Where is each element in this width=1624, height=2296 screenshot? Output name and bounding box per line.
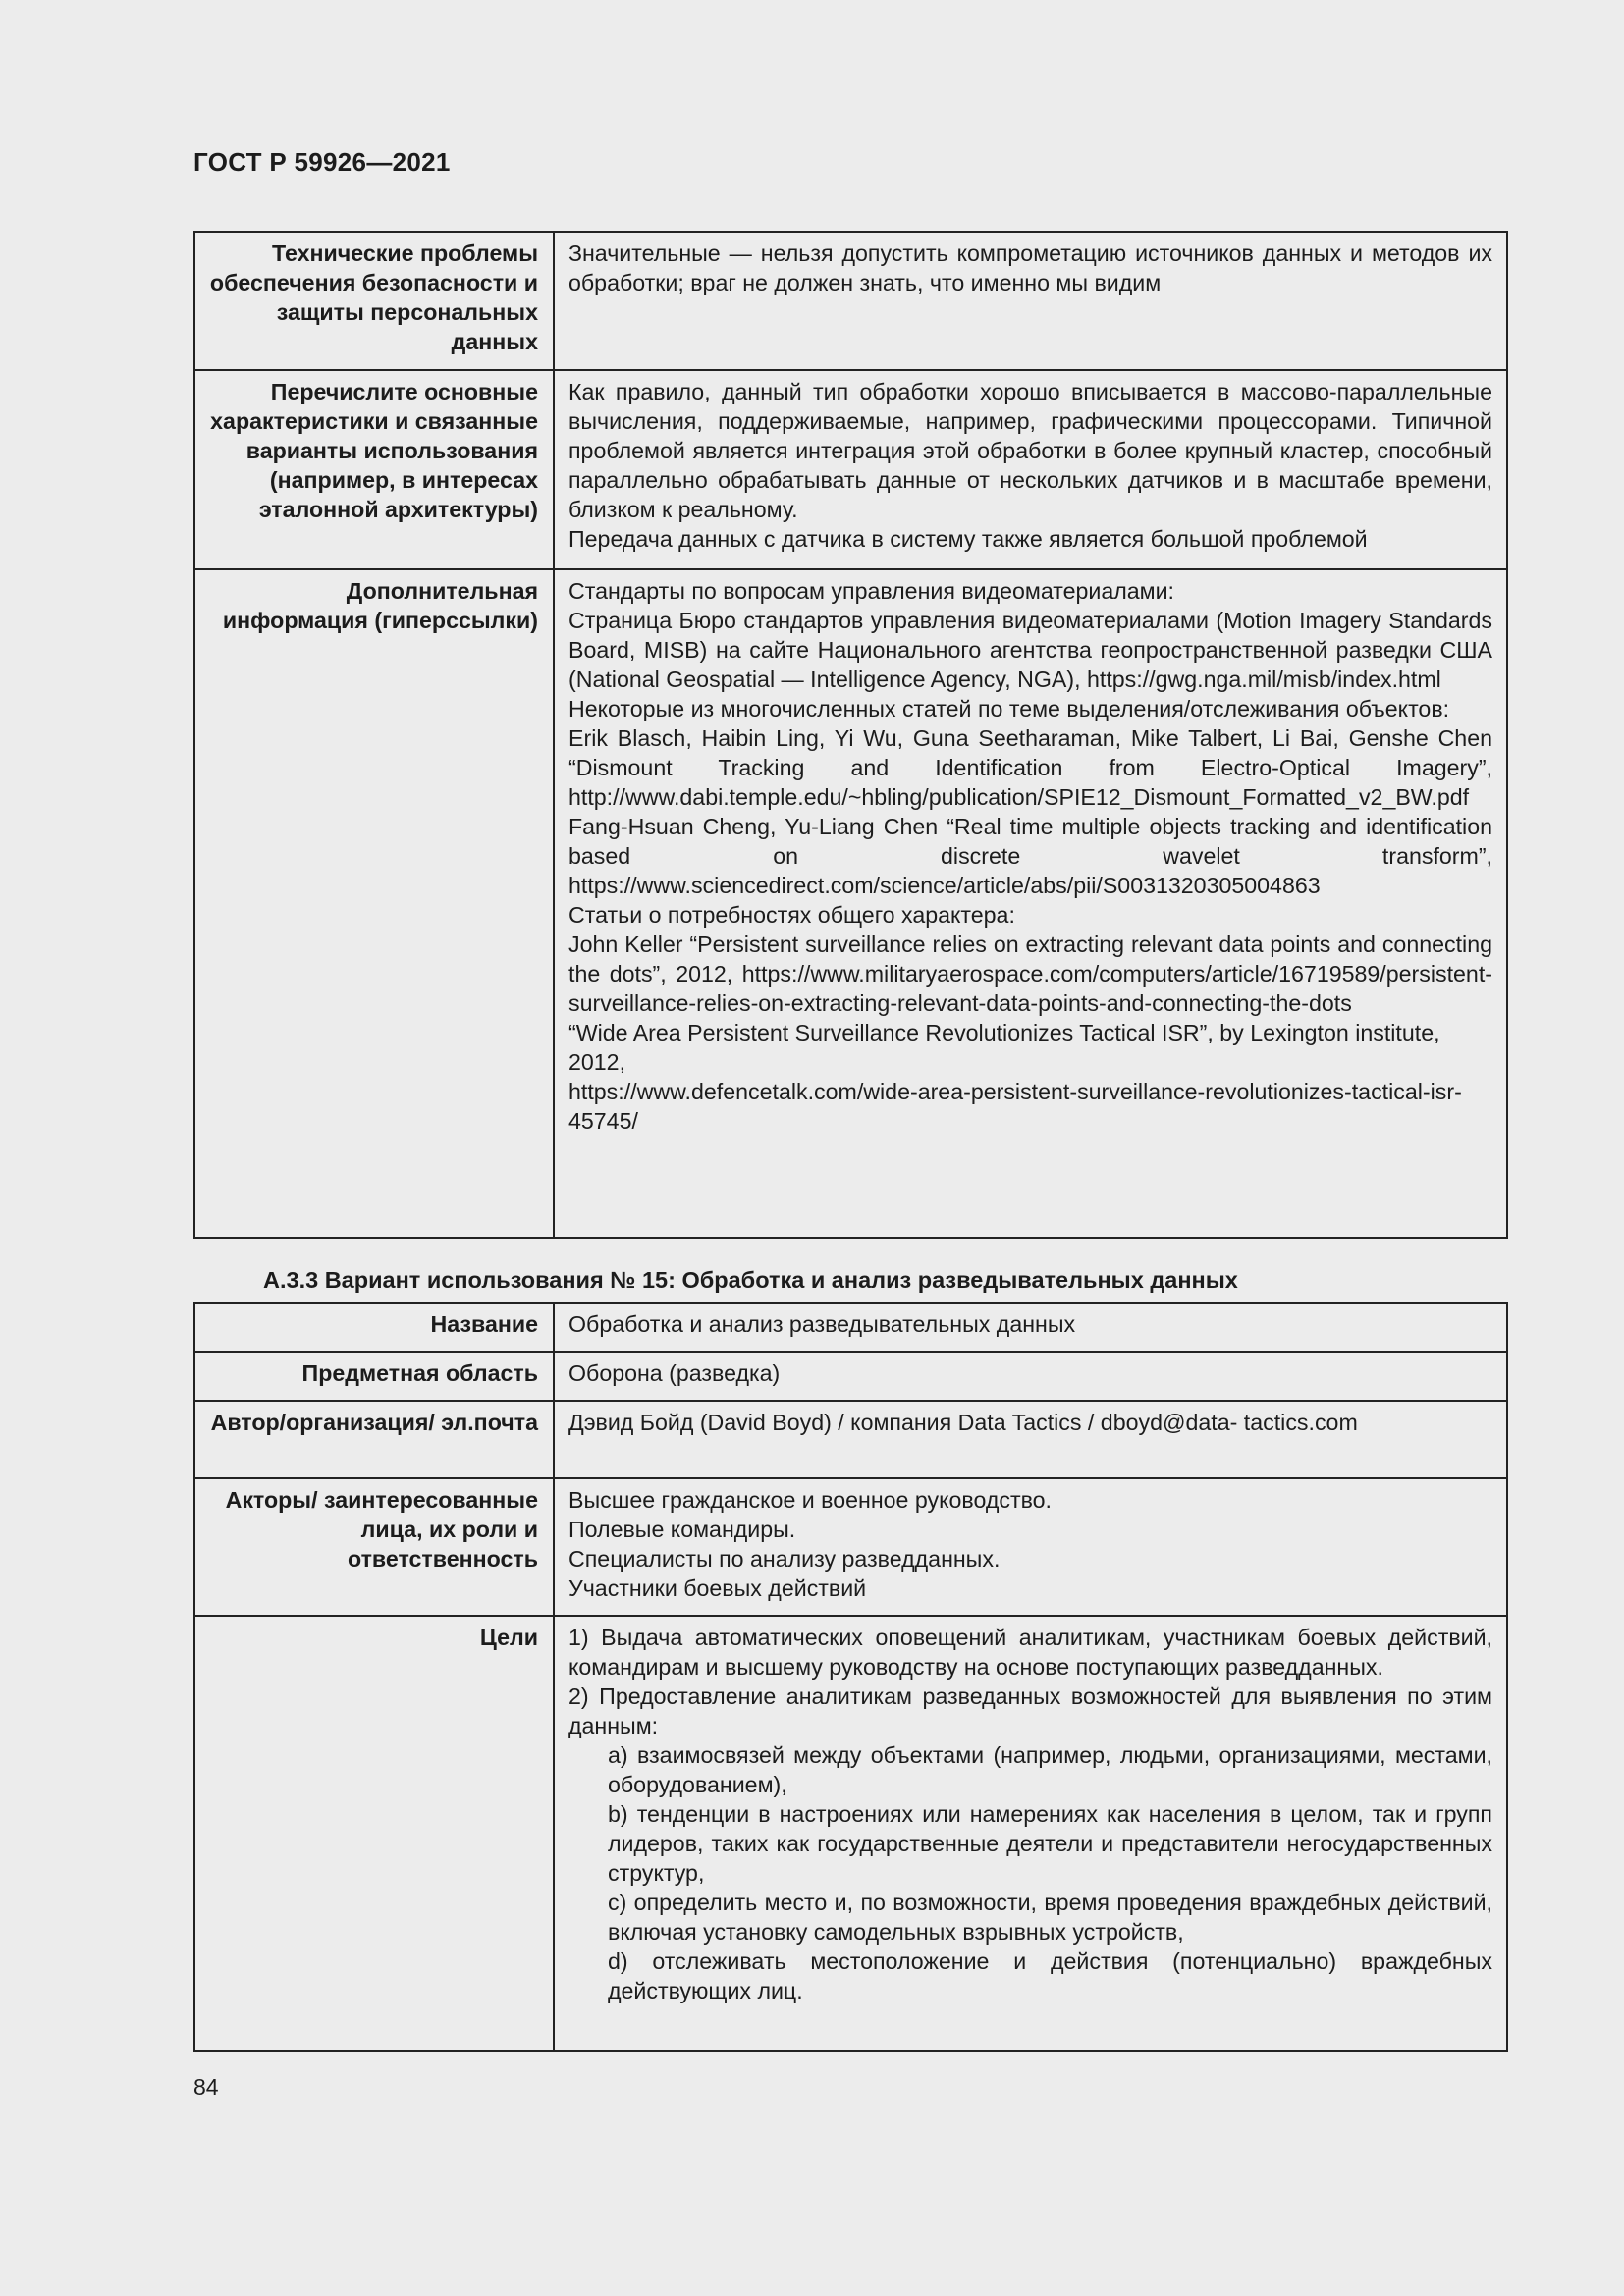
value-line: Некоторые из многочисленных статей по теме выделения/отслеживания объектов:	[568, 696, 1450, 721]
row-label: Перечислите основные характеристики и связанные варианты использования (например, в интересах эталонной архитектуры)	[194, 370, 554, 569]
value-line: Высшее гражданское и военное руководство.	[568, 1487, 1052, 1513]
row-label: Дополнительная информация (гиперссылки)	[194, 569, 554, 1238]
value-line: Как правило, данный тип обработки хорошо вписывается в массово-параллельные вычисления, поддерживаемые, например, графическими процессорами. Типичной проблемой является интеграция этой обработки в более крупный кластер, способный параллельно обрабатывать данные от нескольких датчиков и в масштабе времени, близком к реальному.	[568, 379, 1492, 522]
row-value	[554, 1352, 1507, 1401]
list-item: a) взаимосвязей между объектами (например, людьми, организациями, местами, оборудованием),	[608, 1742, 1492, 1797]
value-line: Значительные — нельзя допустить компрометацию источников данных и методов их обработки; враг не должен знать, что именно мы видим	[568, 240, 1492, 295]
row-label: Технические проблемы обеспечения безопасности и защиты персональных данных	[194, 232, 554, 370]
row-value	[554, 1401, 1507, 1478]
list-item: d) отслеживать местоположение и действия (потенциально) враждебных действующих лиц.	[608, 1949, 1492, 2003]
row-label: Акторы/ заинтересованные лица, их роли и ответственность	[194, 1478, 554, 1616]
row-value	[554, 232, 1507, 370]
row-label: Автор/организация/ эл.почта	[194, 1401, 554, 1478]
use-case-table-continued	[193, 231, 1508, 1239]
table-row	[194, 1478, 1507, 1616]
section-heading: А.3.3 Вариант использования № 15: Обработка и анализ разведывательных данных	[263, 1267, 1238, 1293]
table-row	[194, 1352, 1507, 1401]
document-header: ГОСТ Р 59926—2021	[193, 147, 451, 177]
value-line: Стандарты по вопросам управления видеоматериалами:	[568, 578, 1175, 604]
value-line: Оборона (разведка)	[568, 1361, 781, 1386]
table-row	[194, 569, 1507, 1238]
row-label: Предметная область	[194, 1352, 554, 1401]
value-line: Статьи о потребностях общего характера:	[568, 902, 1015, 928]
value-line: 1) Выдача автоматических оповещений аналитикам, участникам боевых действий, командирам и высшему руководству на основе поступающих разведданных.	[568, 1625, 1492, 1680]
value-line: Передача данных с датчика в систему также является большой проблемой	[568, 526, 1368, 552]
row-value	[554, 1303, 1507, 1352]
reference-link[interactable]: John Keller “Persistent surveillance relies on extracting relevant data points and connecting the dots”, 2012, https://www.militaryaerospace.com/computers/article/16719589/persistent-surveillance-relies-on-extracting-relevant-data-points-and-connecting-the-dots	[568, 932, 1492, 1016]
reference-link[interactable]: Erik Blasch, Haibin Ling, Yi Wu, Guna Seetharaman, Mike Talbert, Li Bai, Genshe Chen “Dismount Tracking and Identification from Electro-Optical Imagery”, http://www.dabi.temple.edu/~hbling/publication/SPIE12_Dismount_Formatted_v2_BW.pdf	[568, 725, 1492, 810]
row-label: Цели	[194, 1616, 554, 2051]
reference-link[interactable]: Страница Бюро стандартов управления видеоматериалами (Motion Imagery Standards Board, MISB) на сайте Национального агентства геопространственной разведки США (National Geospatial — Intelligence Agency, NGA), https://gwg.nga.mil/misb/index.html	[568, 608, 1492, 692]
table-row	[194, 1401, 1507, 1478]
table-row	[194, 370, 1507, 569]
page-number: 84	[193, 2074, 219, 2100]
value-line: 2) Предоставление аналитикам разведанных возможностей для выявления по этим данным:	[568, 1683, 1492, 1738]
table-row	[194, 232, 1507, 370]
list-item: b) тенденции в настроениях или намерениях как населения в целом, так и групп лидеров, таких как государственные деятели и представители негосударственных структур,	[608, 1801, 1492, 1886]
value-line: “Wide Area Persistent Surveillance Revolutionizes Tactical ISR”, by Lexington institute, 2012,	[568, 1020, 1440, 1075]
row-value	[554, 1616, 1507, 2051]
row-value	[554, 569, 1507, 1238]
row-label: Название	[194, 1303, 554, 1352]
reference-link[interactable]: Fang-Hsuan Cheng, Yu-Liang Chen “Real time multiple objects tracking and identification based on discrete wavelet transform”, https://www.sciencedirect.com/science/article/abs/pii/S0031320305004863	[568, 814, 1492, 898]
value-line: Полевые командиры.	[568, 1517, 796, 1542]
row-value	[554, 370, 1507, 569]
list-item: c) определить место и, по возможности, время проведения враждебных действий, включая установку самодельных взрывных устройств,	[608, 1890, 1492, 1945]
table-row	[194, 1616, 1507, 2051]
value-line: Участники боевых действий	[568, 1575, 867, 1601]
value-line: Специалисты по анализу разведданных.	[568, 1546, 1001, 1572]
row-value	[554, 1478, 1507, 1616]
value-line: Дэвид Бойд (David Boyd) / компания Data Tactics / dboyd@data- tactics.com	[568, 1410, 1358, 1435]
table-row	[194, 1303, 1507, 1352]
value-line: Обработка и анализ разведывательных данных	[568, 1311, 1076, 1337]
reference-link[interactable]: https://www.defencetalk.com/wide-area-persistent-surveillance-revolutionizes-tactical-isr-45745/	[568, 1079, 1462, 1134]
use-case-15-table	[193, 1302, 1508, 2052]
